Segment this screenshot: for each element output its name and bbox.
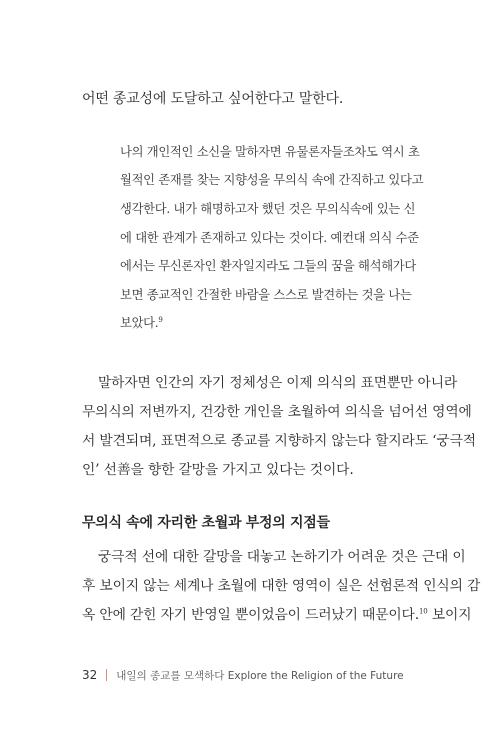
quote-line: 나의 개인적인 소신을 말하자면 유물론자들조차도 역시 초 xyxy=(120,145,420,159)
quote-line: 보면 종교적인 간절한 바람을 스스로 발견하는 것을 나는 xyxy=(120,288,412,302)
running-title: 내일의 종교를 모색하다 Explore the Religion of the Future xyxy=(116,670,404,682)
paragraph-line-with-note xyxy=(82,603,471,623)
quote-line: 월적인 존재를 찾는 지향성을 무의식 속에 간직하고 있다고 xyxy=(120,173,424,187)
footer-divider xyxy=(106,669,107,681)
page-number: 32 xyxy=(82,668,98,682)
paragraph-line: 인’ 선善을 향한 갈망을 가지고 있다는 것이다. xyxy=(82,462,354,478)
paragraph-line-text: 보이지 xyxy=(431,607,472,623)
paragraph-line: 말하자면 인간의 자기 정체성은 이제 의식의 표면뿐만 아니라 xyxy=(98,375,458,391)
quote-line: 에서는 무신론자인 환자일지라도 그들의 꿈을 해석해가다 xyxy=(120,259,416,273)
paragraph-line: 궁극적 선에 대한 갈망을 대놓고 논하기가 어려운 것은 근대 이 xyxy=(98,549,466,565)
footnote-marker: 9 xyxy=(158,315,163,324)
quote-line: 에 대한 관계가 존재하고 있다는 것이다. 예컨대 의식 수준 xyxy=(120,231,419,245)
quote-line-text: 보았다. xyxy=(120,316,159,330)
paragraph-line: 무의식의 저변까지, 건강한 개인을 초월하여 의식을 넘어선 영역에 xyxy=(82,404,472,420)
paragraph-line: 후 보이지 않는 세계나 초월에 대한 영역이 실은 선험론적 인식의 감 xyxy=(82,578,481,594)
paragraph-line-text: 옥 안에 갇힌 자기 반영일 뿐이었음이 드러났기 때문이다. xyxy=(82,607,419,623)
quote-last-line xyxy=(120,313,163,331)
section-heading: 무의식 속에 자리한 초월과 부정의 지점들 xyxy=(82,515,330,531)
page-footer xyxy=(82,668,404,683)
quote-line: 생각한다. 내가 해명하고자 했던 것은 무의식속에 있는 신 xyxy=(120,202,416,216)
paragraph-line: 서 발견되며, 표면적으로 종교를 지향하지 않는다 할지라도 ‘궁극적 xyxy=(82,433,476,449)
footnote-marker: 10 xyxy=(418,607,428,616)
intro-sentence: 어떤 종교성에 도달하고 싶어한다고 말한다. xyxy=(82,91,344,107)
